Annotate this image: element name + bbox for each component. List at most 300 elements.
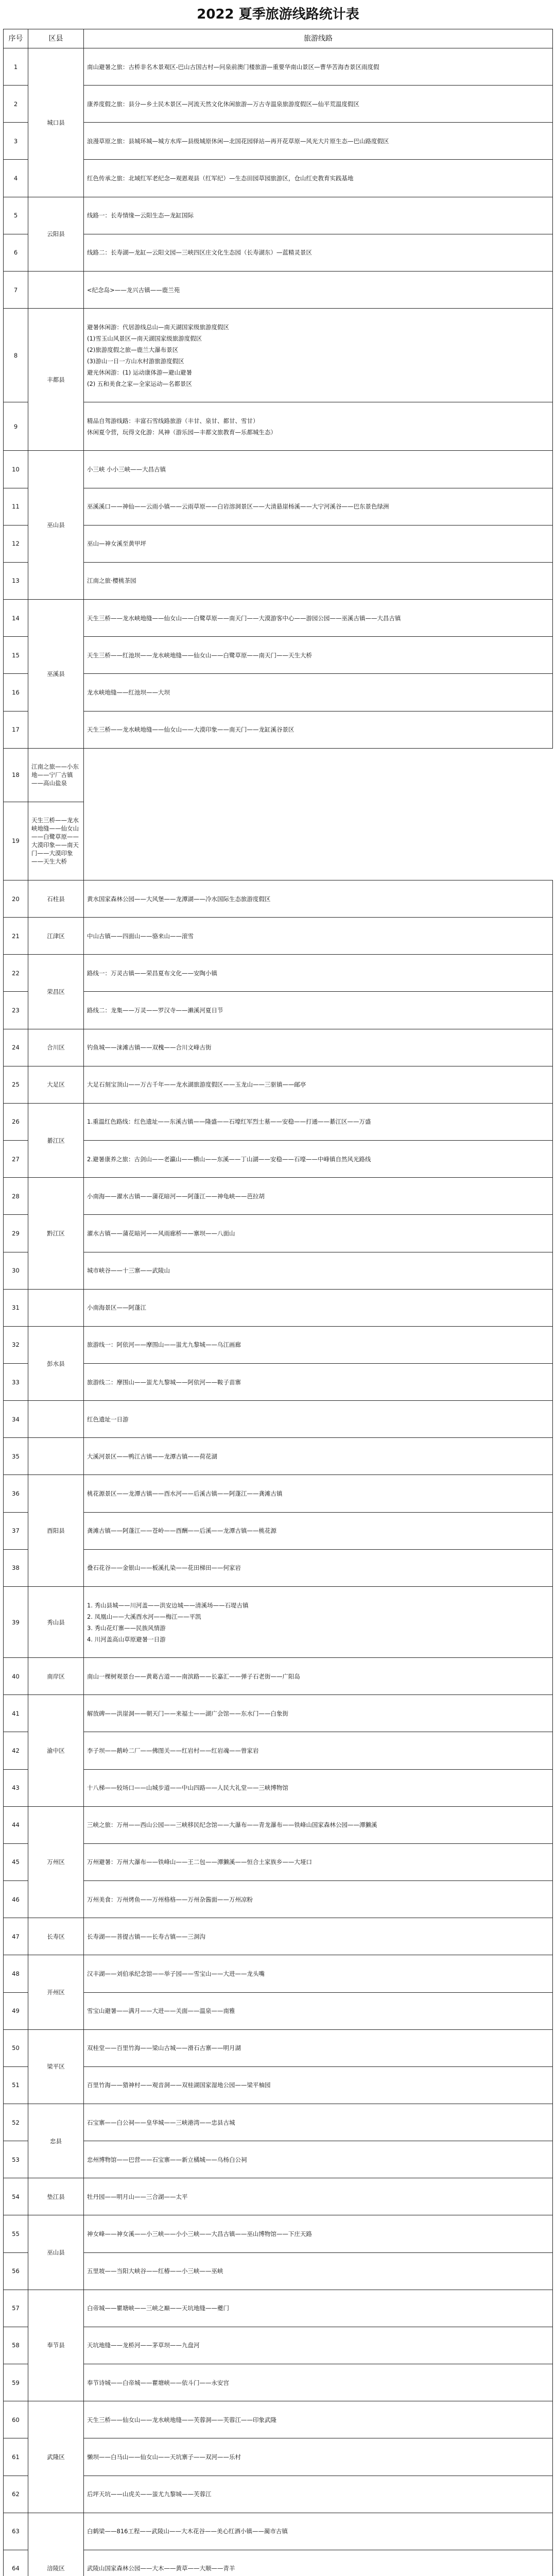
route-line: 路线二：龙集——万灵——罗汉寺——濑溪河夏日节 <box>87 1007 223 1014</box>
row-route <box>84 2290 553 2327</box>
row-route <box>84 402 553 451</box>
row-route <box>84 2438 553 2476</box>
route-line: 避光休闲游：(1) 运动康体游—避山避暑 <box>87 368 192 376</box>
row-route <box>84 2550 553 2576</box>
row-route <box>84 2476 553 2513</box>
route-line: 龙水峡地缝——红池坝——大坝 <box>87 688 170 696</box>
route-line: 红色遗址一日游 <box>87 1415 129 1423</box>
route-line: 百里竹海——猎神村——观音洞——双桂湖国家湿地公园——梁平柚园 <box>87 2081 271 2089</box>
route-line: 休闲夏令营，玩得文化游：风神（游乐园—丰都文旅教育—乐都城生态） <box>87 428 276 436</box>
row-number: 44 <box>4 1806 28 1843</box>
table-row <box>4 2290 553 2327</box>
table-row <box>4 1103 553 1140</box>
row-number: 6 <box>4 234 28 271</box>
row-number: 31 <box>4 1289 28 1326</box>
table-row <box>4 1695 553 1732</box>
row-route <box>84 2104 553 2141</box>
table-row <box>4 1881 553 1918</box>
row-number: 5 <box>4 197 28 234</box>
table-row <box>4 488 553 525</box>
header-area: 区县 <box>28 29 84 48</box>
route-line: 桃花源景区——龙潭古镇——酉水河——后溪古镇——阿蓬江——龚滩古镇 <box>87 1490 283 1498</box>
table-row <box>4 992 553 1029</box>
row-area: 忠县 <box>28 2104 84 2178</box>
row-number: 50 <box>4 2029 28 2066</box>
table-row <box>4 1215 553 1252</box>
row-number: 28 <box>4 1178 28 1215</box>
table-row <box>4 2401 553 2438</box>
row-route <box>84 674 553 711</box>
row-route <box>84 309 553 402</box>
route-line: 白帝城——瞿塘峡——三峡之巅——天坑地缝——夔门 <box>87 2304 229 2312</box>
route-line: 钓鱼城——涞滩古镇——双槐——合川文峰古街 <box>87 1044 212 1052</box>
route-line: 大足石刻宝顶山——万古千年——龙水湖旅游度假区——玉龙山——三驱镇——邮亭 <box>87 1081 306 1089</box>
route-line: 叠石花谷——金银山——板溪扎染——花田梯田——何家岩 <box>87 1564 241 1572</box>
table-row <box>4 48 553 86</box>
row-route <box>84 271 553 308</box>
row-route <box>84 525 553 562</box>
row-route <box>84 1401 553 1438</box>
route-line: 濯水古镇——蒲花暗河——风雨廊桥——寨坝——八面山 <box>87 1229 235 1237</box>
table-row <box>4 748 553 802</box>
table-row <box>4 1586 553 1657</box>
row-area: 秀山县 <box>28 1586 84 1657</box>
route-line: 红色传承之旅：北域红军老纪念—观恩观县（红军纪）—生态田园草园旅游区，仓山红史教育实践基地 <box>87 175 354 182</box>
row-route <box>84 2327 553 2364</box>
row-area: 万州区 <box>28 1806 84 1918</box>
row-number: 32 <box>4 1326 28 1363</box>
row-number: 41 <box>4 1695 28 1732</box>
table-row <box>4 1289 553 1326</box>
row-number: 14 <box>4 600 28 637</box>
route-line: (3)游山一日一方山水村游旅游度假区 <box>87 357 184 365</box>
row-route <box>84 2178 553 2215</box>
route-line: 线路二：长寿湖—龙缸—云阳文园—三峡四区庄文化生态园（长寿湖东）—蓝精灵景区 <box>87 249 312 257</box>
row-route <box>84 1512 553 1549</box>
row-number: 11 <box>4 488 28 525</box>
row-number: 53 <box>4 2141 28 2178</box>
table-row <box>4 1549 553 1586</box>
row-route <box>84 2252 553 2290</box>
row-route <box>84 2364 553 2401</box>
row-route <box>84 1695 553 1732</box>
route-line: 大溪河景区——鸭江古镇——龙潭古镇——荷花湖 <box>87 1452 217 1460</box>
route-line: 天生三桥——龙水峡地缝——仙女山——白鹭草原——南天门——大漠游客中心——游园公园——巫溪古镇——大昌古镇 <box>87 614 401 622</box>
row-route <box>84 48 553 86</box>
route-line: 神女峰——神女溪——小三峡——小小三峡——大昌古镇——巫山博物馆——下庄天路 <box>87 2230 312 2238</box>
table-row <box>4 160 553 197</box>
route-line: 2.避暑康养之旅：古剑山——老瀛山——横山——东溪——丁山湖——安稳——石壕——中峰镇自然风光路线 <box>87 1155 371 1163</box>
row-route <box>84 562 553 599</box>
route-line: 巫山—神女溪至黄甲坪 <box>87 540 146 548</box>
row-route <box>84 2029 553 2066</box>
route-line: 江南之旅·樱桃茶园 <box>87 577 136 585</box>
route-line: 4. 川河盖高山草原避暑一日游 <box>87 1635 166 1643</box>
route-line: 浪漫草原之旅：县城环城—城方水库—县级城原休闲—北国花园驿站—再开花草原—风光大片原生态—巴山路度假区 <box>87 137 389 145</box>
table-row <box>4 2104 553 2141</box>
route-line: 避暑休闲游：代居游线总山—南天湖国家级旅游度假区 <box>87 323 229 331</box>
row-route <box>84 1252 553 1289</box>
row-route <box>28 802 84 880</box>
table-row <box>4 1066 553 1103</box>
row-route <box>84 451 553 488</box>
row-area <box>28 271 84 308</box>
row-route <box>84 2066 553 2104</box>
route-line: (1)雪玉山风景区—南天湖国家级旅游度假区 <box>87 334 202 342</box>
row-route <box>84 1769 553 1806</box>
route-table <box>3 29 553 2576</box>
row-number: 58 <box>4 2327 28 2364</box>
route-line: 线路一：长寿情缘—云阳生态—龙缸国际 <box>87 212 194 219</box>
route-line: 南山避暑之旅：古桥非名木景观区-巴山古国古村—问泉前澳门楼旅游—重要华南山景区—曹华苦海杏景区雨度假 <box>87 63 379 71</box>
route-line: 十八梯——较场口——山城步道——中山四路——人民大礼堂——三峡博物馆 <box>87 1784 288 1792</box>
row-number: 45 <box>4 1843 28 1880</box>
table-row <box>4 2513 553 2550</box>
route-line: 康养度假之旅：县分—乡土民木景区—河流天然文化休闲旅游—万古寺温泉旅游度假区—仙平荒温度假区 <box>87 100 359 108</box>
table-row <box>4 402 553 451</box>
table-row <box>4 2066 553 2104</box>
row-area: 开州区 <box>28 1955 84 2029</box>
row-number: 30 <box>4 1252 28 1289</box>
row-route <box>84 123 553 160</box>
row-route <box>84 234 553 271</box>
route-line: 1. 秀山县城——川河盖——洪安边城——清溪场——石堤古镇 <box>87 1601 249 1609</box>
row-route <box>84 1066 553 1103</box>
header-route: 旅游线路 <box>84 29 553 48</box>
row-route <box>84 1658 553 1695</box>
row-area: 荣昌区 <box>28 955 84 1029</box>
row-route <box>84 1438 553 1475</box>
row-number: 54 <box>4 2178 28 2215</box>
table-row <box>4 271 553 308</box>
row-number: 13 <box>4 562 28 599</box>
row-number: 63 <box>4 2513 28 2550</box>
route-line: 天坑地缝——龙桥河——茅草坝——九盘河 <box>87 2342 200 2349</box>
row-area: 江津区 <box>28 918 84 955</box>
row-route <box>84 1215 553 1252</box>
row-route <box>28 748 84 802</box>
row-number: 42 <box>4 1732 28 1769</box>
row-number: 40 <box>4 1658 28 1695</box>
row-area: 垫江县 <box>28 2178 84 2215</box>
header-no: 序号 <box>4 29 28 48</box>
route-line: 1.重温红色路线：红色遗址——东溪古镇——隆盛——石壕红军烈士墓——安稳——打通——綦江区——万盛 <box>87 1118 371 1126</box>
row-number: 36 <box>4 1475 28 1512</box>
row-area: 梁平区 <box>28 2029 84 2104</box>
row-area: 巫山县 <box>28 2215 84 2290</box>
table-row <box>4 562 553 599</box>
row-route <box>84 197 553 234</box>
route-line: 奉节诗城——白帝城——瞿塘峡——依斗门——永安宫 <box>87 2379 229 2386</box>
table-row <box>4 2029 553 2066</box>
page-title: 2022 夏季旅游线路统计表 <box>197 7 359 22</box>
table-row <box>4 525 553 562</box>
table-row <box>4 2438 553 2476</box>
table-row <box>4 2141 553 2178</box>
row-number: 64 <box>4 2550 28 2576</box>
row-number: 60 <box>4 2401 28 2438</box>
table-row <box>4 123 553 160</box>
table-row <box>4 2215 553 2252</box>
row-number: 49 <box>4 1992 28 2029</box>
row-area <box>28 1438 84 1475</box>
table-row <box>4 1806 553 1843</box>
route-line: 长寿湖——菩提古镇——长寿古镇——三洞沟 <box>87 1933 205 1940</box>
route-line: 南山一棵树观景台——黄葛古道——南滨路——长嘉汇——弹子石老街——广阳岛 <box>87 1672 300 1680</box>
route-line: 中山古镇——四面山——骆来山——滚雪 <box>87 932 194 940</box>
table-row <box>4 880 553 917</box>
table-row <box>4 86 553 123</box>
row-area: 綦江区 <box>28 1103 84 1177</box>
row-number: 9 <box>4 402 28 451</box>
row-route <box>84 1103 553 1140</box>
row-route <box>84 86 553 123</box>
row-route <box>84 1326 553 1363</box>
row-route <box>84 2401 553 2438</box>
row-number: 51 <box>4 2066 28 2104</box>
table-row <box>4 1401 553 1438</box>
row-number: 37 <box>4 1512 28 1549</box>
route-line: 天生三桥——龙水峡地缝——仙女山——白鹭草原——大漠印象——南天门——大漠印象——天生大桥 <box>31 817 79 866</box>
row-number: 23 <box>4 992 28 1029</box>
route-line: 天生三桥——仙女山——龙水峡地缝——芙蓉洞——芙蓉江——印象武隆 <box>87 2416 276 2424</box>
row-area: 南岸区 <box>28 1658 84 1695</box>
route-line: 精品自驾游线路：丰富石雪线路旅游（丰甘、泉甘、都甘、雪甘） <box>87 417 259 425</box>
row-number: 19 <box>4 802 28 880</box>
route-line: 小三峡 小小三峡——大昌古镇 <box>87 465 166 473</box>
row-number: 56 <box>4 2252 28 2290</box>
row-area: 武隆区 <box>28 2401 84 2513</box>
table-row <box>4 637 553 674</box>
table-row <box>4 234 553 271</box>
route-line: 城市峡谷——十三寨——武陵山 <box>87 1267 170 1275</box>
row-route <box>84 1992 553 2029</box>
route-line: 黄水国家森林公园——大风堡——龙潭湖——冷水国际生态旅游度假区 <box>87 895 271 903</box>
table-row <box>4 600 553 637</box>
row-area: 合川区 <box>28 1029 84 1066</box>
table-row <box>4 1512 553 1549</box>
row-route <box>84 160 553 197</box>
row-area: 丰都县 <box>28 309 84 451</box>
row-number: 29 <box>4 1215 28 1252</box>
row-number: 24 <box>4 1029 28 1066</box>
row-route <box>84 2215 553 2252</box>
table-row <box>4 918 553 955</box>
table-row <box>4 1326 553 1363</box>
row-route <box>84 1475 553 1512</box>
row-route <box>84 1881 553 1918</box>
row-number: 15 <box>4 637 28 674</box>
table-row <box>4 2364 553 2401</box>
row-area: 长寿区 <box>28 1918 84 1955</box>
row-number: 18 <box>4 748 28 802</box>
table-row <box>4 1178 553 1215</box>
row-area: 奉节县 <box>28 2290 84 2401</box>
row-route <box>84 1364 553 1401</box>
row-number: 34 <box>4 1401 28 1438</box>
row-route <box>84 1549 553 1586</box>
row-number: 35 <box>4 1438 28 1475</box>
row-route <box>84 2141 553 2178</box>
route-line: 汉丰湖——刘伯承纪念馆——举子园——雪宝山——大进——龙头嘴 <box>87 1970 265 1977</box>
row-number: 21 <box>4 918 28 955</box>
route-line: 牡丹园——明月山——三合湖——太平 <box>87 2193 188 2200</box>
table-row <box>4 2550 553 2576</box>
row-area: 巫溪县 <box>28 600 84 749</box>
row-number: 62 <box>4 2476 28 2513</box>
row-number: 10 <box>4 451 28 488</box>
table-row <box>4 1029 553 1066</box>
row-route <box>84 1843 553 1880</box>
table-row <box>4 451 553 488</box>
row-number: 20 <box>4 880 28 917</box>
row-number: 12 <box>4 525 28 562</box>
row-number: 2 <box>4 86 28 123</box>
row-area: 酉阳县 <box>28 1475 84 1586</box>
route-line: 龚滩古镇——阿蓬江——苍岭——酉酬——后溪——龙潭古镇——桃花源 <box>87 1527 276 1535</box>
route-line: 武陵山国家森林公园——大木——黄草——大顺——青羊 <box>87 2565 235 2572</box>
row-number: 43 <box>4 1769 28 1806</box>
route-line: 双桂堂——百里竹海——梁山古城——滑石古寨——明月湖 <box>87 2044 241 2052</box>
row-number: 47 <box>4 1918 28 1955</box>
table-row <box>4 1438 553 1475</box>
route-line: 天生三桥——龙水峡地缝——仙女山——大漠印象——南天门——龙缸溪谷景区 <box>87 726 294 734</box>
row-number: 3 <box>4 123 28 160</box>
row-number: 1 <box>4 48 28 86</box>
route-line: 万州避暑：万州大瀑布——铁峰山——王二包——潭獭溪——恒合土家族乡——大垭口 <box>87 1858 312 1866</box>
route-line: 忠州博物馆——巴营——石宝寨——新立橘城——乌杨白公祠 <box>87 2156 247 2163</box>
table-row <box>4 802 553 880</box>
row-area: 黔江区 <box>28 1178 84 1289</box>
row-number: 26 <box>4 1103 28 1140</box>
row-route <box>84 1029 553 1066</box>
row-area: 石柱县 <box>28 880 84 917</box>
row-number: 38 <box>4 1549 28 1586</box>
table-row <box>4 711 553 748</box>
table-row <box>4 1658 553 1695</box>
row-route <box>84 1806 553 1843</box>
row-number: 22 <box>4 955 28 992</box>
table-row <box>4 2327 553 2364</box>
row-area: 城口县 <box>28 48 84 197</box>
row-route <box>84 488 553 525</box>
route-line: 五里坡——当阳大峡谷——红椿——小三峡——巫峡 <box>87 2267 223 2275</box>
table-row <box>4 2178 553 2215</box>
row-route <box>84 955 553 992</box>
route-line: 3. 秀山花灯寨——民族风情游 <box>87 1624 166 1632</box>
route-line: 懒坝——白马山——仙女山——天坑寨子——双河——乐村 <box>87 2453 241 2461</box>
table-row <box>4 1955 553 1992</box>
row-route <box>84 1178 553 1215</box>
route-line: 后坪天坑——山虎关——蚩尤九黎城——芙蓉江 <box>87 2490 212 2498</box>
row-route <box>84 880 553 917</box>
route-line: (2) 五和美食之家—全家运动—名都景区 <box>87 380 192 387</box>
route-line: 解放碑——洪崖洞——朝天门——来福士——湖广会馆——东水门——白象街 <box>87 1709 288 1717</box>
table-row <box>4 1252 553 1289</box>
route-line: 三峡之旅：万州——西山公园——三峡移民纪念馆——大瀑布——青龙瀑布——铁峰山国家森林公园——潭獭溪 <box>87 1821 377 1829</box>
route-line: 2. 凤凰山——大溪酉水河——梅江——平凯 <box>87 1613 201 1620</box>
row-route <box>84 711 553 748</box>
row-route <box>84 918 553 955</box>
table-row <box>4 2476 553 2513</box>
route-line: 白鹤梁——816工程——武陵山——大木花谷——美心红酒小镇——蔺市古镇 <box>87 2528 288 2535</box>
table-row <box>4 955 553 992</box>
row-route <box>84 637 553 674</box>
row-number: 55 <box>4 2215 28 2252</box>
table-row <box>4 1769 553 1806</box>
row-number: 17 <box>4 711 28 748</box>
row-route <box>84 1141 553 1178</box>
row-area: 渝中区 <box>28 1695 84 1806</box>
row-number: 52 <box>4 2104 28 2141</box>
row-number: 16 <box>4 674 28 711</box>
route-line: 石宝寨——白公祠——皇华城——三峡港湾——忠县古城 <box>87 2119 235 2126</box>
route-line: 小南海景区——阿蓬江 <box>87 1304 146 1312</box>
table-row <box>4 674 553 711</box>
table-row <box>4 1364 553 1401</box>
row-area: 大足区 <box>28 1066 84 1103</box>
row-area: 云阳县 <box>28 197 84 271</box>
row-number: 48 <box>4 1955 28 1992</box>
row-route <box>84 1918 553 1955</box>
row-area <box>28 1401 84 1438</box>
row-area: 涪陵区 <box>28 2513 84 2576</box>
row-number: 61 <box>4 2438 28 2476</box>
row-number: 27 <box>4 1141 28 1178</box>
route-line: 江南之旅——小东地——宁厂古镇——高山盐泉 <box>31 763 79 787</box>
row-number: 4 <box>4 160 28 197</box>
row-number: 8 <box>4 309 28 402</box>
table-row <box>4 197 553 234</box>
row-number: 7 <box>4 271 28 308</box>
row-route <box>84 992 553 1029</box>
route-line: 巫溪溪口——神仙——云雨小镇——云雨草原——白岩溶洞景区——大清悬崖杨溪——大宁河溪谷——巴东景色绿洲 <box>87 503 389 511</box>
route-line: 旅游线一：阿依河——摩围山——蚩尤九黎城——乌江画廊 <box>87 1341 241 1349</box>
route-line: 雪宝山避暑——满月——大进——关面——温泉——南雅 <box>87 2007 235 2015</box>
row-route <box>84 1955 553 1992</box>
table-header-row <box>4 29 553 48</box>
table-row <box>4 1732 553 1769</box>
route-line: 天生三桥——红池坝——龙水峡地缝——仙女山——白鹭草原——南天门——天生大桥 <box>87 651 312 659</box>
route-line: 万州美食：万州烤鱼——万州格格——万州杂酱面——万州凉粉 <box>87 1895 253 1903</box>
row-area: 巫山县 <box>28 451 84 600</box>
table-row <box>4 1475 553 1512</box>
route-line: 旅游线二：摩围山——蚩尤九黎城——阿依河——鞍子苗寨 <box>87 1378 241 1386</box>
route-line: 李子坝——鹅岭二厂——佛图关——红岩村——红岩魂——曾家岩 <box>87 1747 259 1754</box>
table-row <box>4 1843 553 1880</box>
row-number: 39 <box>4 1586 28 1657</box>
route-line: 路线一：万灵古镇——荣昌夏布文化——安陶小镇 <box>87 969 217 977</box>
table-row <box>4 309 553 402</box>
row-number: 46 <box>4 1881 28 1918</box>
table-row <box>4 1918 553 1955</box>
route-line: (2)旅游度假之旅—鹿兰大瀑布景区 <box>87 346 179 353</box>
route-line: <纪念岛>——龙兴古镇——鹿兰苑 <box>87 286 180 294</box>
row-number: 25 <box>4 1066 28 1103</box>
table-body <box>4 48 553 2576</box>
table-row <box>4 2252 553 2290</box>
row-area: 彭水县 <box>28 1326 84 1400</box>
row-number: 33 <box>4 1364 28 1401</box>
row-route <box>84 1732 553 1769</box>
row-number: 59 <box>4 2364 28 2401</box>
row-area <box>28 1289 84 1326</box>
row-route <box>84 1289 553 1326</box>
table-row <box>4 1141 553 1178</box>
row-route <box>84 1586 553 1657</box>
row-route <box>84 2513 553 2550</box>
table-row <box>4 1992 553 2029</box>
